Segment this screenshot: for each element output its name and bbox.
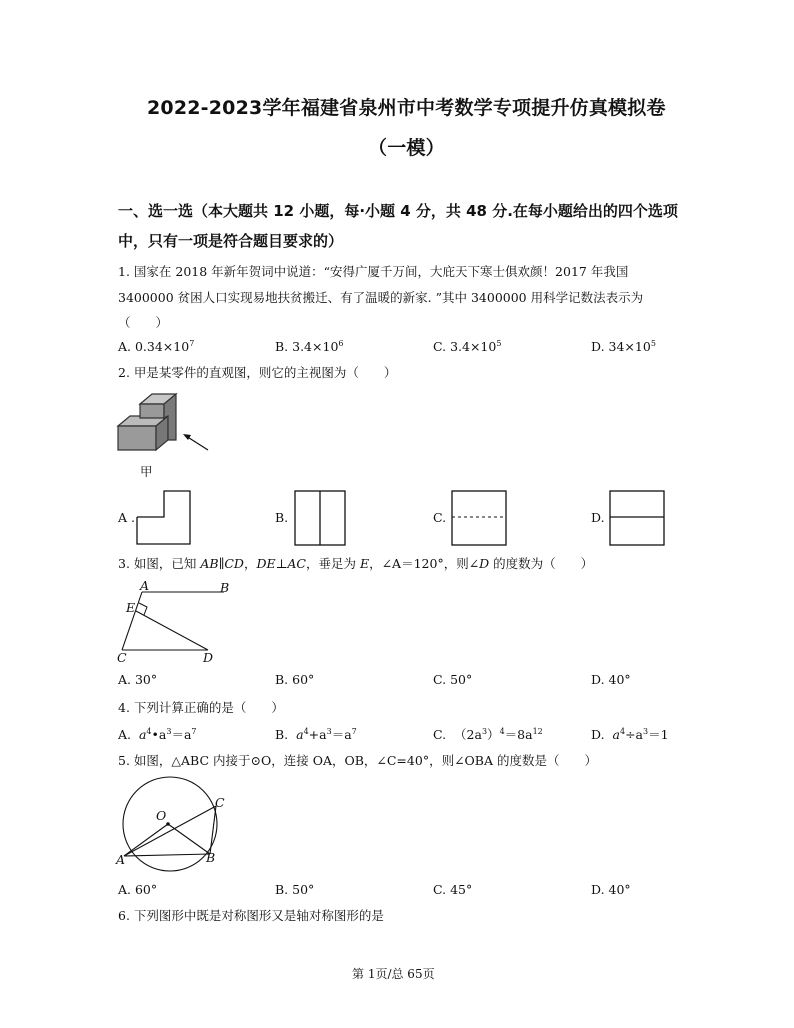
q4-option-a: A. $a^4•a^3=a^7$ — [118, 726, 197, 742]
q2-option-d-label: D. — [591, 510, 605, 525]
q3-option-a: A. 30° — [118, 672, 158, 687]
q3-option-d: D. 40° — [591, 672, 631, 687]
q5-point-o: O — [156, 808, 167, 823]
q3-text: 3. 如图，已知 AB∥CD，DE⊥AC，垂足为 E，∠A＝120°，则∠D 的度数为（ ） — [118, 556, 594, 571]
q1-option-c: C. $3.4\times 10^5$ — [433, 338, 502, 354]
q5-point-b: B — [206, 850, 216, 865]
q5-option-b: B. 50° — [275, 882, 315, 897]
q3-figure — [112, 578, 232, 664]
q2-option-a-figure — [136, 490, 192, 546]
section-heading-line2: 中，只有一项是符合题目要求的） — [118, 232, 344, 250]
q2-text: 2. 甲是某零件的直观图，则它的主视图为（ ） — [118, 365, 397, 380]
q2-figure-isometric — [110, 388, 220, 460]
q2-option-d-figure — [609, 490, 665, 546]
q1-option-d: D. $34\times 10^5$ — [591, 338, 656, 354]
q4-option-b: B. $a^4+a^3=a^7$ — [275, 726, 357, 742]
q5-point-a: A — [116, 852, 126, 867]
q2-figure-label: 甲 — [140, 464, 153, 479]
q6-text: 6. 下列图形中既是对称图形又是轴对称图形的是 — [118, 908, 384, 923]
q4-option-d: D. $a^4\div a^3=1$ — [591, 726, 669, 742]
q3-option-c: C. 50° — [433, 672, 473, 687]
q5-option-d: D. 40° — [591, 882, 631, 897]
q5-text: 5. 如图，△ABC 内接于⊙O，连接 OA，OB，∠C=40°，则∠OBA 的度数是（ ） — [118, 753, 597, 768]
document-title: 2022-2023学年福建省泉州市中考数学专项提升仿真模拟卷 — [147, 97, 666, 119]
q1-option-a: A. $0.34\times 10^7$ — [118, 338, 195, 354]
q1-line3: （ ） — [118, 315, 169, 330]
q1-line2: 3400000 贫困人口实现易地扶贫搬迁、有了温暖的新家. ”其中 3400000 用科学记数法表示为 — [118, 290, 644, 305]
q3-point-e: E — [126, 600, 136, 615]
q2-option-a-label: A . — [118, 510, 135, 525]
q4-text: 4. 下列计算正确的是（ ） — [118, 700, 284, 715]
q5-option-c: C. 45° — [433, 882, 473, 897]
q3-point-b: B — [220, 580, 230, 595]
section-heading-line1: 一、选一选（本大题共 12 小题，每·小题 4 分，共 48 分.在每小题给出的四个选项 — [118, 202, 678, 220]
q3-point-d: D — [203, 650, 214, 665]
q3-option-b: B. 60° — [275, 672, 315, 687]
q3-point-c: C — [117, 650, 127, 665]
document-subtitle: （一模） — [368, 137, 445, 159]
q5-option-a: A. 60° — [118, 882, 158, 897]
q5-point-c: C — [215, 795, 225, 810]
q2-option-b-label: B. — [275, 510, 289, 525]
q1-line1: 1. 国家在 2018 年新年贺词中说道：“安得广厦千万间，大庇天下寒士俱欢颜！2017 年我国 — [118, 264, 629, 279]
q2-option-c-label: C. — [433, 510, 447, 525]
page-footer: 第 1页/总 65页 — [352, 967, 435, 981]
q1-option-b: B. $3.4\times 10^6$ — [275, 338, 344, 354]
q2-option-c-figure — [451, 490, 507, 546]
q4-option-c: C. $(2a^3)^4=8a^{12}$ — [433, 726, 543, 742]
q2-option-b-figure — [294, 490, 346, 546]
q3-point-a: A — [140, 578, 150, 593]
